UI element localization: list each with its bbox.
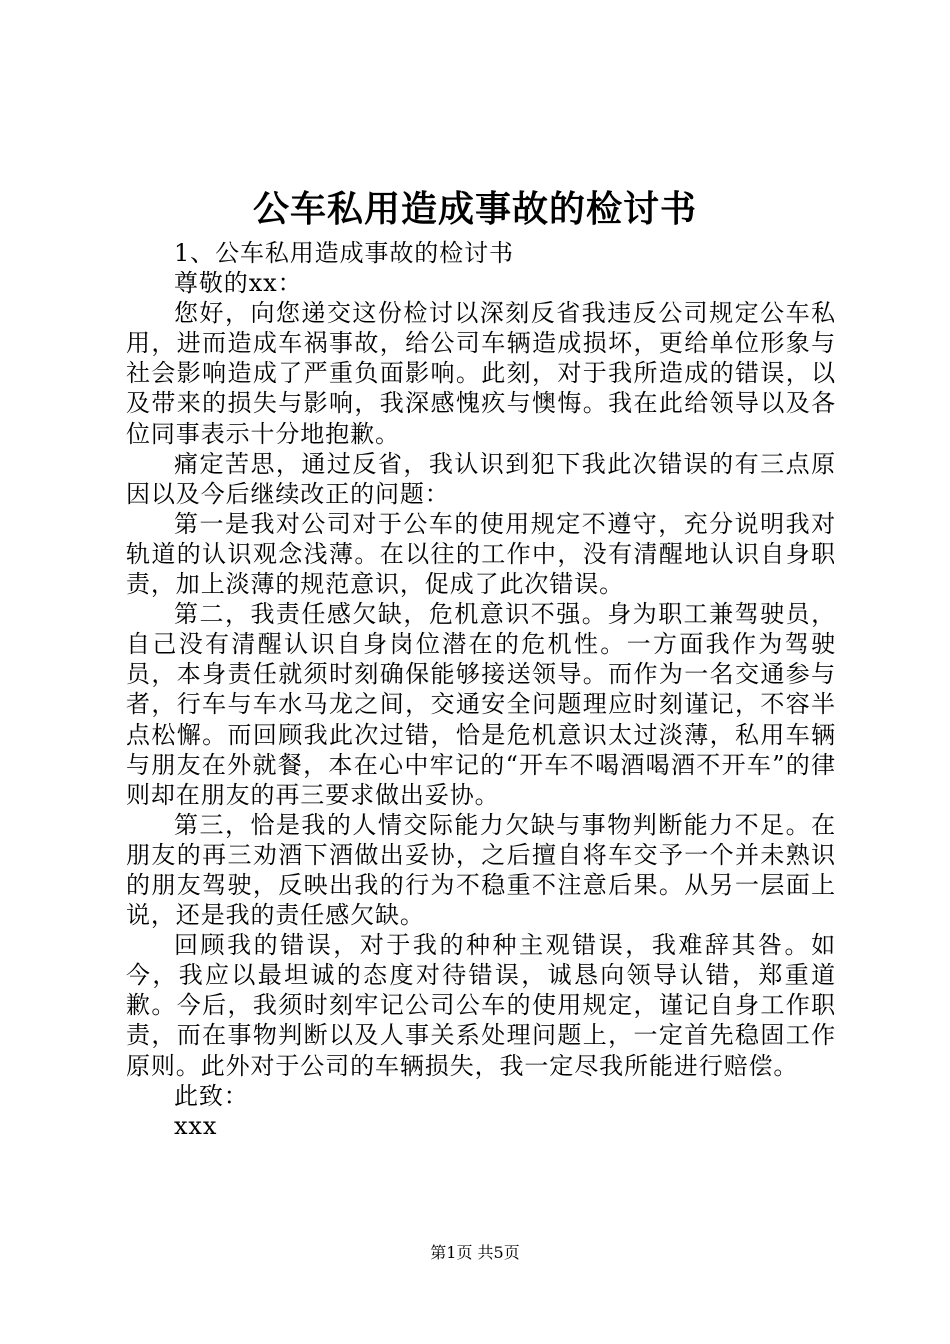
paragraph-heading: 1、公车私用造成事故的检讨书 bbox=[174, 239, 514, 267]
paragraph-second-reason: 第二，我责任感欠缺，危机意识不强。身为职工兼驾驶员，自己没有清醒认识自身岗位潜在的危机性。一方面我作为驾驶员，本身责任就须时刻确保能够接送领导。而作为一名交通参与者，行车与车水马龙之间，交通安全问题理应时刻谨记，不容半点松懈。而回顾我此次过错，恰是危机意识太过淡薄，私用车辆与朋友在外就餐，本在心中牢记的“开车不喝酒喝酒不开车”的律则却在朋友的再三要求做出妥协。 bbox=[126, 600, 836, 809]
paragraph-conclusion: 回顾我的错误，对于我的种种主观错误，我难辞其咎。如今，我应以最坦诚的态度对待错误，诚恳向领导认错，郑重道歉。今后，我须时刻牢记公司公车的使用规定，谨记自身工作职责，而在事物判断以及人事关系处理问题上，一定首先稳固工作原则。此外对于公司的车辆损失，我一定尽我所能进行赔偿。 bbox=[126, 931, 836, 1080]
paragraph-signature: xxx bbox=[174, 1111, 218, 1140]
paragraph-opening: 您好，向您递交这份检讨以深刻反省我违反公司规定公车私用，进而造成车祸事故，给公司车辆造成损坏，更给单位形象与社会影响造成了严重负面影响。此刻，对于我所造成的错误，以及带来的损失与影响，我深感愧疚与懊悔。我在此给领导以及各位同事表示十分地抱歉。 bbox=[126, 299, 836, 448]
document-body bbox=[126, 238, 836, 1141]
paragraph-closing: 此致： bbox=[174, 1081, 249, 1110]
paragraph-reflection: 痛定苦思，通过反省，我认识到犯下我此次错误的有三点原因以及今后继续改正的问题： bbox=[126, 449, 836, 508]
paragraph-first-reason: 第一是我对公司对于公车的使用规定不遵守，充分说明我对轨道的认识观念浅薄。在以往的工作中，没有清醒地认识自身职责，加上淡薄的规范意识，促成了此次错误。 bbox=[126, 509, 836, 599]
paragraph-salutation: 尊敬的xx： bbox=[174, 269, 303, 298]
document-title: 公车私用造成事故的检讨书 bbox=[252, 189, 697, 230]
paragraph-third-reason: 第三，恰是我的人情交际能力欠缺与事物判断能力不足。在朋友的再三劝酒下酒做出妥协，之后擅自将车交予一个并未熟识的朋友驾驶，反映出我的行为不稳重不注意后果。从另一层面上说，还是我的责任感欠缺。 bbox=[126, 810, 836, 930]
page-number-footer: 第1页 共5页 bbox=[430, 1243, 520, 1262]
